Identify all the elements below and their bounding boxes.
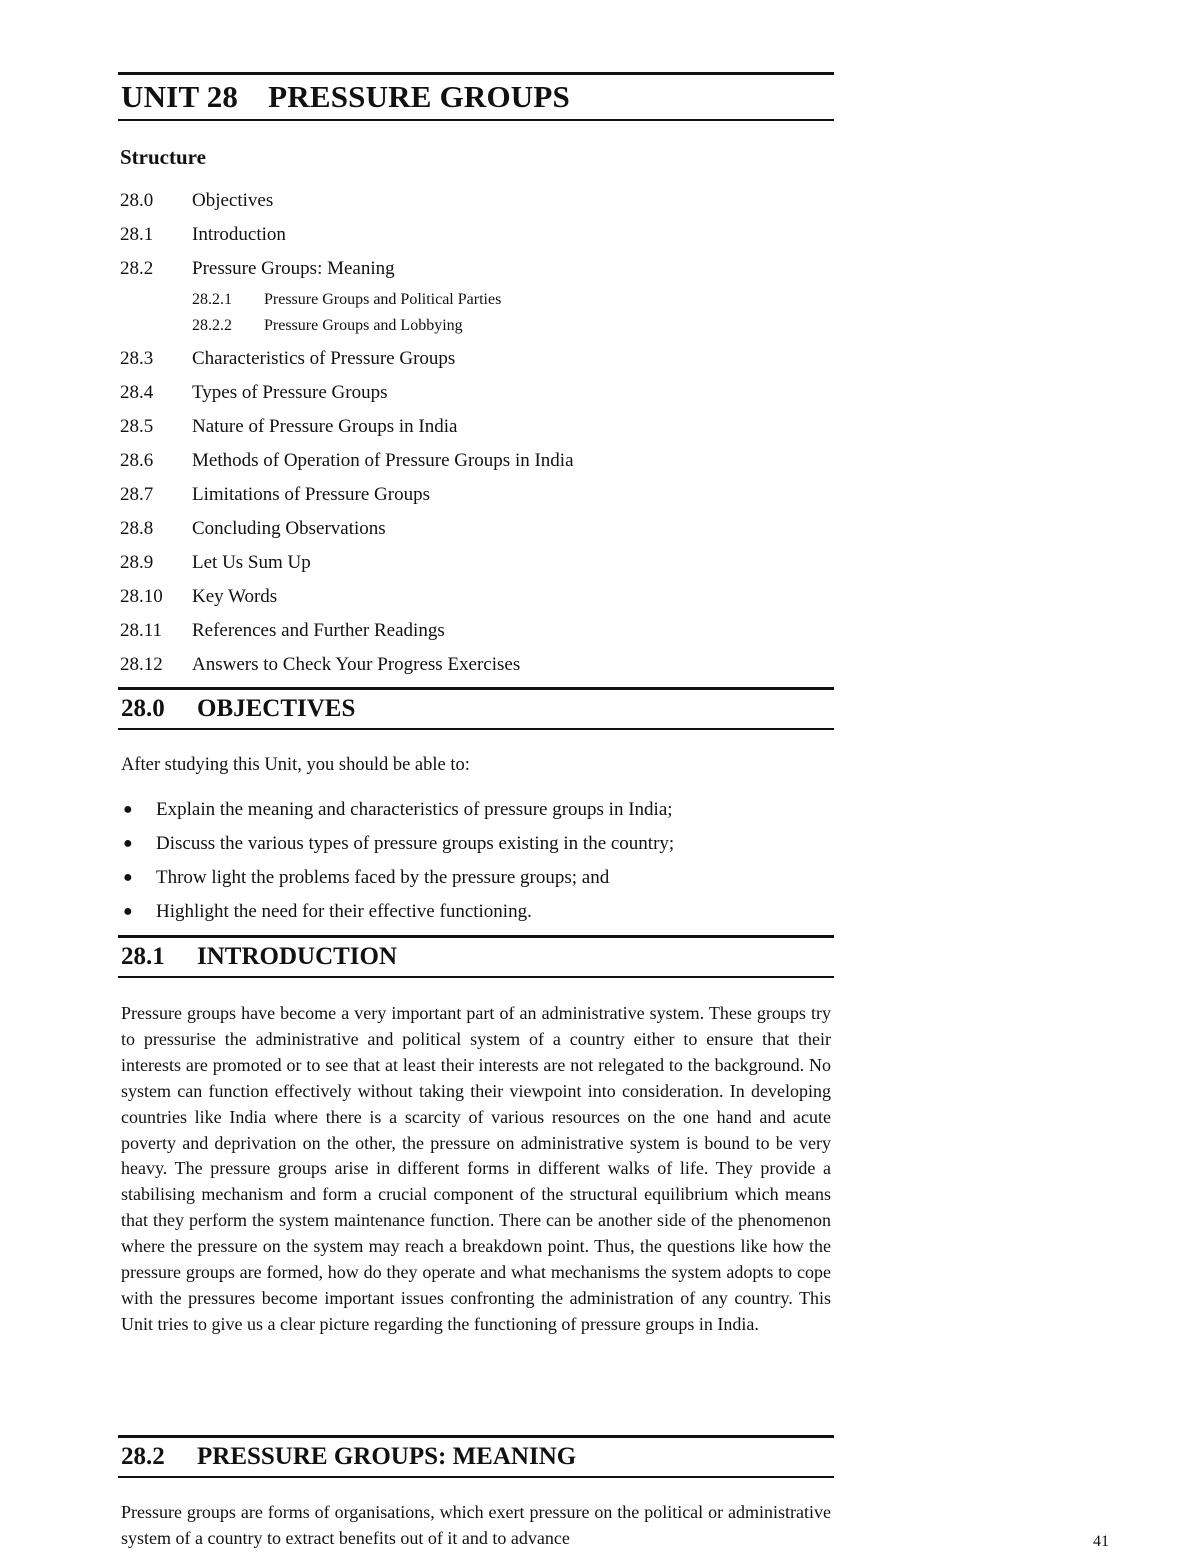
toc-text: Characteristics of Pressure Groups bbox=[192, 348, 456, 369]
toc-item bbox=[120, 446, 836, 480]
toc-text: Pressure Groups and Lobbying bbox=[264, 317, 463, 334]
toc-number: 28.0 bbox=[120, 190, 154, 211]
list-item bbox=[118, 829, 834, 863]
section-number: 28.2 bbox=[121, 1443, 165, 1470]
rule bbox=[118, 728, 834, 730]
toc-number: 28.2.1 bbox=[192, 291, 232, 308]
toc-text: Limitations of Pressure Groups bbox=[192, 484, 431, 505]
structure-label: Structure bbox=[120, 145, 206, 169]
toc-item bbox=[120, 480, 836, 514]
toc-item bbox=[120, 514, 836, 548]
toc-number: 28.12 bbox=[120, 654, 163, 675]
introduction-paragraph: Pressure groups have become a very important part of an administrative system. These groups try to pressurise the administrative and political system of a country either to ensure that their interests are promoted or to see that at least their interests are not relegated to the background. No system can function effectively without taking their viewpoint into consideration. In developing countries like India where there is a scarcity of various resources on the one hand and acute poverty and deprivation on the other, the pressure on administrative system is bound to be very heavy. The pressure groups arise in different forms in different walks of life. They provide a stabilising mechanism and form a crucial component of the structural equilibrium which means that they perform the system maintenance function. There can be another side of the phenomenon where the pressure on the system may reach a breakdown point. Thus, the questions like how the pressure groups are formed, how do they operate and what mechanisms the system adopts to cope with the pressures become important issues confronting the administration of any country. This Unit tries to give us a clear picture regarding the functioning of pressure groups in India. bbox=[121, 1003, 831, 1334]
toc-text: Pressure Groups: Meaning bbox=[192, 258, 395, 279]
toc-item bbox=[120, 548, 836, 582]
toc-item bbox=[120, 254, 836, 288]
toc-number: 28.9 bbox=[120, 552, 154, 573]
unit-header bbox=[118, 72, 834, 121]
toc-item bbox=[120, 344, 836, 378]
toc-number: 28.1 bbox=[120, 224, 154, 245]
toc-subitem bbox=[120, 314, 836, 340]
bullet-icon: ● bbox=[123, 869, 133, 886]
toc-text: Objectives bbox=[192, 190, 274, 211]
toc-number: 28.8 bbox=[120, 518, 154, 539]
section-header-meaning bbox=[118, 1435, 834, 1478]
bullet-text: Throw light the problems faced by the pressure groups; and bbox=[156, 867, 610, 888]
toc-item bbox=[120, 616, 836, 650]
section-title bbox=[118, 938, 834, 976]
unit-title bbox=[118, 75, 834, 119]
toc-item bbox=[120, 220, 836, 254]
toc-item bbox=[120, 650, 836, 684]
table-of-contents bbox=[120, 186, 836, 684]
section-name: INTRODUCTION bbox=[197, 943, 398, 970]
toc-number: 28.4 bbox=[120, 382, 154, 403]
toc-item bbox=[120, 378, 836, 412]
toc-text: Introduction bbox=[192, 224, 286, 245]
page-number: 41 bbox=[1093, 1533, 1109, 1550]
toc-text: Answers to Check Your Progress Exercises bbox=[192, 654, 521, 675]
toc-item bbox=[120, 186, 836, 220]
toc-item bbox=[120, 412, 836, 446]
section-title bbox=[118, 690, 834, 728]
section-number: 28.0 bbox=[121, 695, 165, 722]
toc-text: Pressure Groups and Political Parties bbox=[264, 291, 502, 308]
section-number: 28.1 bbox=[121, 943, 165, 970]
toc-subitem bbox=[120, 288, 836, 314]
unit-name: PRESSURE GROUPS bbox=[268, 79, 570, 114]
toc-text: Key Words bbox=[192, 586, 278, 607]
toc-number: 28.3 bbox=[120, 348, 154, 369]
objectives-lead: After studying this Unit, you should be able to: bbox=[121, 755, 470, 775]
toc-number: 28.2 bbox=[120, 258, 154, 279]
bullet-icon: ● bbox=[123, 903, 133, 920]
section-header-introduction bbox=[118, 935, 834, 978]
objectives-list bbox=[118, 795, 834, 931]
toc-number: 28.2.2 bbox=[192, 317, 232, 334]
bullet-text: Discuss the various types of pressure groups existing in the country; bbox=[156, 833, 675, 854]
toc-number: 28.6 bbox=[120, 450, 154, 471]
unit-number: UNIT 28 bbox=[121, 79, 239, 114]
toc-text: Methods of Operation of Pressure Groups in India bbox=[192, 450, 574, 471]
toc-text: Let Us Sum Up bbox=[192, 552, 311, 573]
section-title bbox=[118, 1438, 834, 1476]
toc-number: 28.5 bbox=[120, 416, 154, 437]
toc-number: 28.10 bbox=[120, 586, 163, 607]
section-header-objectives bbox=[118, 687, 834, 730]
list-item bbox=[118, 795, 834, 829]
bullet-icon: ● bbox=[123, 835, 133, 852]
toc-number: 28.7 bbox=[120, 484, 154, 505]
toc-text: Nature of Pressure Groups in India bbox=[192, 416, 458, 437]
rule bbox=[118, 119, 834, 121]
toc-number: 28.11 bbox=[120, 620, 163, 641]
bullet-text: Highlight the need for their effective functioning. bbox=[156, 901, 532, 922]
bullet-text: Explain the meaning and characteristics of pressure groups in India; bbox=[156, 799, 673, 820]
meaning-paragraph: Pressure groups are forms of organisations, which exert pressure on the political or administrative system of a country to extract benefits out of it and to advance bbox=[121, 1502, 831, 1548]
bullet-icon: ● bbox=[123, 801, 133, 818]
list-item bbox=[118, 863, 834, 897]
rule bbox=[118, 976, 834, 978]
section-name: OBJECTIVES bbox=[197, 695, 356, 722]
toc-text: Types of Pressure Groups bbox=[192, 382, 388, 403]
list-item bbox=[118, 897, 834, 931]
section-name: PRESSURE GROUPS: MEANING bbox=[197, 1443, 577, 1470]
toc-text: Concluding Observations bbox=[192, 518, 386, 539]
toc-text: References and Further Readings bbox=[192, 620, 445, 641]
rule bbox=[118, 1476, 834, 1478]
toc-item bbox=[120, 582, 836, 616]
